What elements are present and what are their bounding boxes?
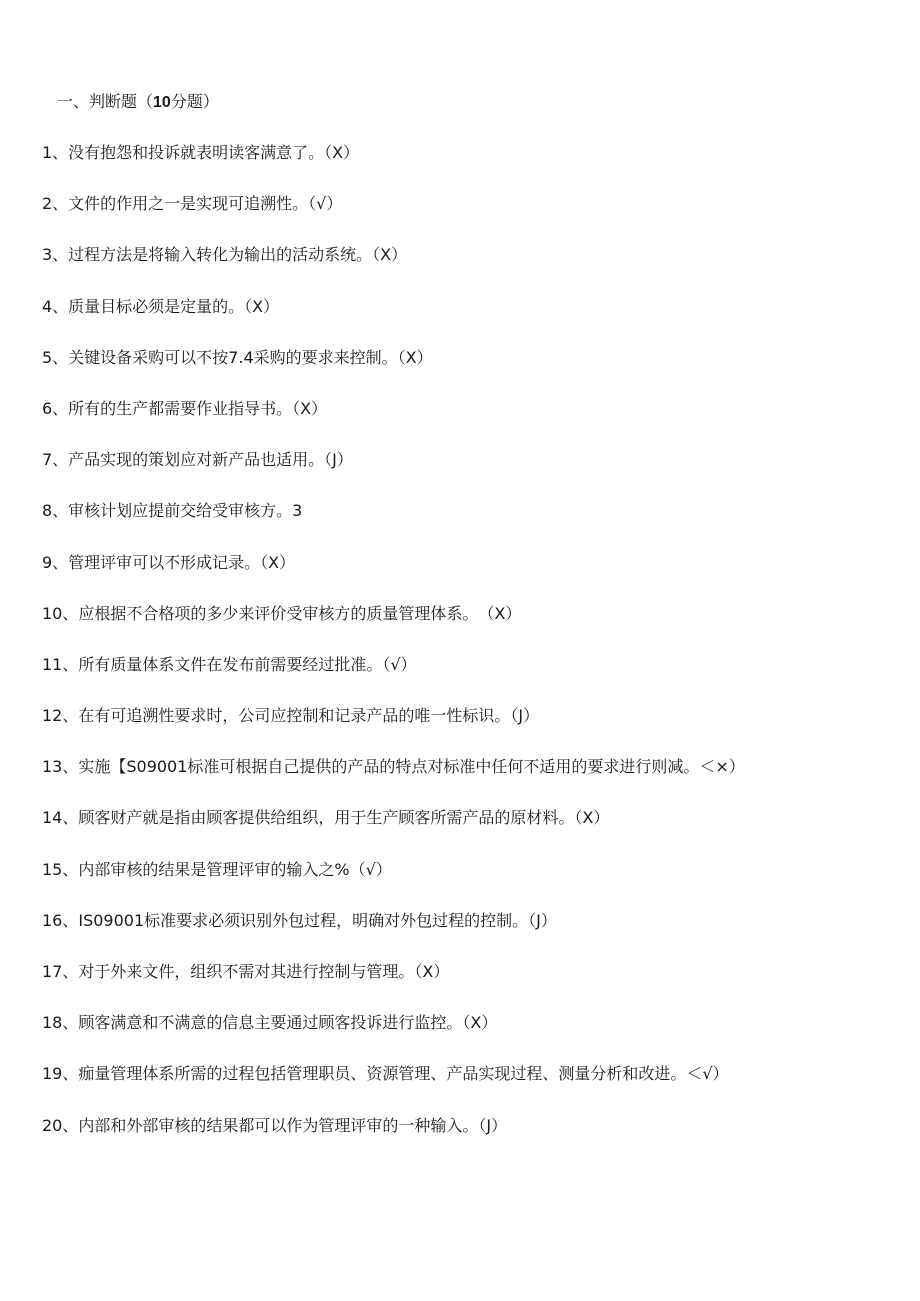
question-item: 1、没有抱怨和投诉就表明读客满意了。（X） — [42, 143, 360, 162]
question-item: 12、在有可追溯性要求时，公司应控制和记录产品的唯一性标识。（J） — [42, 706, 540, 726]
question-item: 19、痂量管理体系所需的过程包括管理职员、资源管理、产品实现过程、测量分析和改进。＜√） — [42, 1064, 729, 1084]
question-item: 7、产品实现的策划应对新产品也适用。（J） — [42, 450, 353, 470]
question-item: 3、过程方法是将输入转化为输出的活动系统。（X） — [42, 245, 408, 265]
question-item: 15、内部审核的结果是管理评审的输入之%（√） — [42, 859, 392, 879]
question-item: 17、对于外来文件，组织不需对其进行控制与管理。（X） — [42, 962, 450, 981]
question-list — [42, 141, 902, 1165]
section-title — [57, 90, 219, 115]
question-item: 16、IS09001标准要求必须识别外包过程，明确对外包过程的控制。（J） — [42, 910, 557, 930]
section-title-prefix: 一、判断题（ — [57, 92, 154, 111]
question-item: 2、文件的作用之一是实现可追溯性。（√） — [42, 194, 343, 214]
question-item: 14、顾客财产就是指由顾客提供给组织，用于生产顾客所需产品的原材料。（X） — [42, 808, 610, 828]
question-item: 8、审核计划应提前交给受审核方。3 — [42, 501, 303, 521]
question-item: 11、所有质量体系文件在发布前需要经过批准。（√） — [42, 654, 417, 674]
question-item: 4、质量目标必须是定量的。（X） — [42, 296, 280, 316]
question-item: 20、内部和外部审核的结果都可以作为管理评审的一种输入。（J） — [42, 1115, 508, 1135]
question-item: 10、应根据不合格项的多少来评价受审核方的质量管理体系。 （X） — [42, 603, 522, 623]
question-item: 18、顾客满意和不满意的信息主要通过顾客投诉进行监控。（X） — [42, 1013, 498, 1033]
section-title-score: 10 — [153, 94, 171, 111]
question-item: 13、实施【S09001标准可根据自己提供的产品的特点对标准中任何不适用的要求进行则减。＜×） — [42, 757, 745, 777]
question-item: 9、管理评审可以不形成记录。（X） — [42, 552, 296, 572]
question-item: 5、关键设备采购可以不按7.4采购的要求来控制。（X） — [42, 347, 433, 367]
section-title-suffix: 分题） — [170, 92, 219, 111]
question-item: 6、所有的生产都需要作业指导书。（X） — [42, 398, 328, 418]
